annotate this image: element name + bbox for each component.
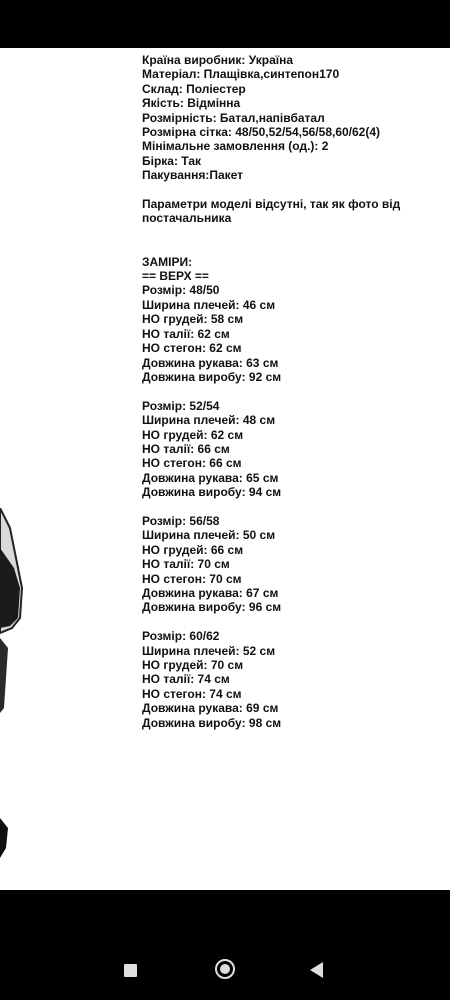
product-info-line: Пакування:Пакет (142, 168, 244, 183)
measurement-line: Довжина виробу: 98 см (142, 715, 282, 730)
measurement-line: Довжина виробу: 96 см (142, 600, 282, 615)
size-block (142, 384, 442, 499)
notice-line: постачальника (142, 211, 232, 226)
product-info-line: Склад: Поліестер (142, 81, 246, 96)
product-description (142, 53, 442, 730)
size-label: Розмір: 56/58 (142, 513, 220, 528)
measurement-line: Довжина рукава: 63 см (142, 355, 279, 370)
measurement-line: Ширина плечей: 46 см (142, 297, 276, 312)
measurement-line: НО стегон: 62 см (142, 341, 242, 356)
notice-line: Параметри моделі відсутні, так як фото від (142, 197, 401, 212)
product-info-line: Країна виробник: Україна (142, 53, 294, 67)
triangle-back-icon[interactable] (310, 962, 323, 978)
square-recents-icon[interactable] (124, 964, 137, 977)
product-info-line: Розмірна сітка: 48/50,52/54,56/58,60/62(4) (142, 125, 381, 140)
measurement-line: НО грудей: 66 см (142, 542, 244, 557)
size-label: Розмір: 52/54 (142, 398, 220, 413)
measurements-title: ЗАМІРИ: (142, 254, 193, 269)
measurement-line: Довжина рукава: 67 см (142, 585, 279, 600)
measurement-line: НО талії: 70 см (142, 557, 230, 572)
circle-home-icon[interactable] (215, 959, 235, 979)
measurement-line: НО талії: 74 см (142, 672, 230, 687)
measurement-line: Довжина виробу: 94 см (142, 485, 282, 500)
measurement-line: НО стегон: 74 см (142, 686, 242, 701)
product-info-line: Матеріал: Плащівка,синтепон170 (142, 67, 340, 82)
measurement-line: НО грудей: 62 см (142, 427, 244, 442)
size-label: Розмір: 48/50 (142, 283, 220, 298)
measurement-line: НО талії: 62 см (142, 326, 230, 341)
size-block (142, 283, 442, 384)
product-info-line: Мінімальне замовлення (од.): 2 (142, 139, 329, 154)
product-info-line: Якість: Відмінна (142, 96, 241, 111)
product-photo-fragment (0, 508, 30, 890)
product-info-line: Розмірність: Батал,напівбатал (142, 110, 325, 125)
section-title: == ВЕРХ == (142, 269, 209, 284)
measurement-line: Ширина плечей: 50 см (142, 528, 276, 543)
measurement-line: Довжина рукава: 65 см (142, 470, 279, 485)
measurement-line: НО грудей: 70 см (142, 657, 244, 672)
navigation-bar (0, 890, 450, 1000)
measurement-line: Ширина плечей: 48 см (142, 413, 276, 428)
measurement-line: Довжина рукава: 69 см (142, 701, 279, 716)
size-label: Розмір: 60/62 (142, 629, 220, 644)
measurement-line: НО талії: 66 см (142, 441, 230, 456)
measurement-line: Довжина виробу: 92 см (142, 369, 282, 384)
size-block (142, 615, 442, 730)
measurement-line: НО стегон: 70 см (142, 571, 242, 586)
measurement-line: НО грудей: 58 см (142, 312, 244, 327)
status-bar (0, 0, 450, 48)
size-block (142, 500, 442, 615)
measurement-line: НО стегон: 66 см (142, 456, 242, 471)
product-info-line: Бірка: Так (142, 153, 202, 168)
size-measurements (142, 283, 442, 730)
product-info-list (142, 53, 442, 183)
measurement-line: Ширина плечей: 52 см (142, 643, 276, 658)
image-viewer (0, 48, 450, 890)
